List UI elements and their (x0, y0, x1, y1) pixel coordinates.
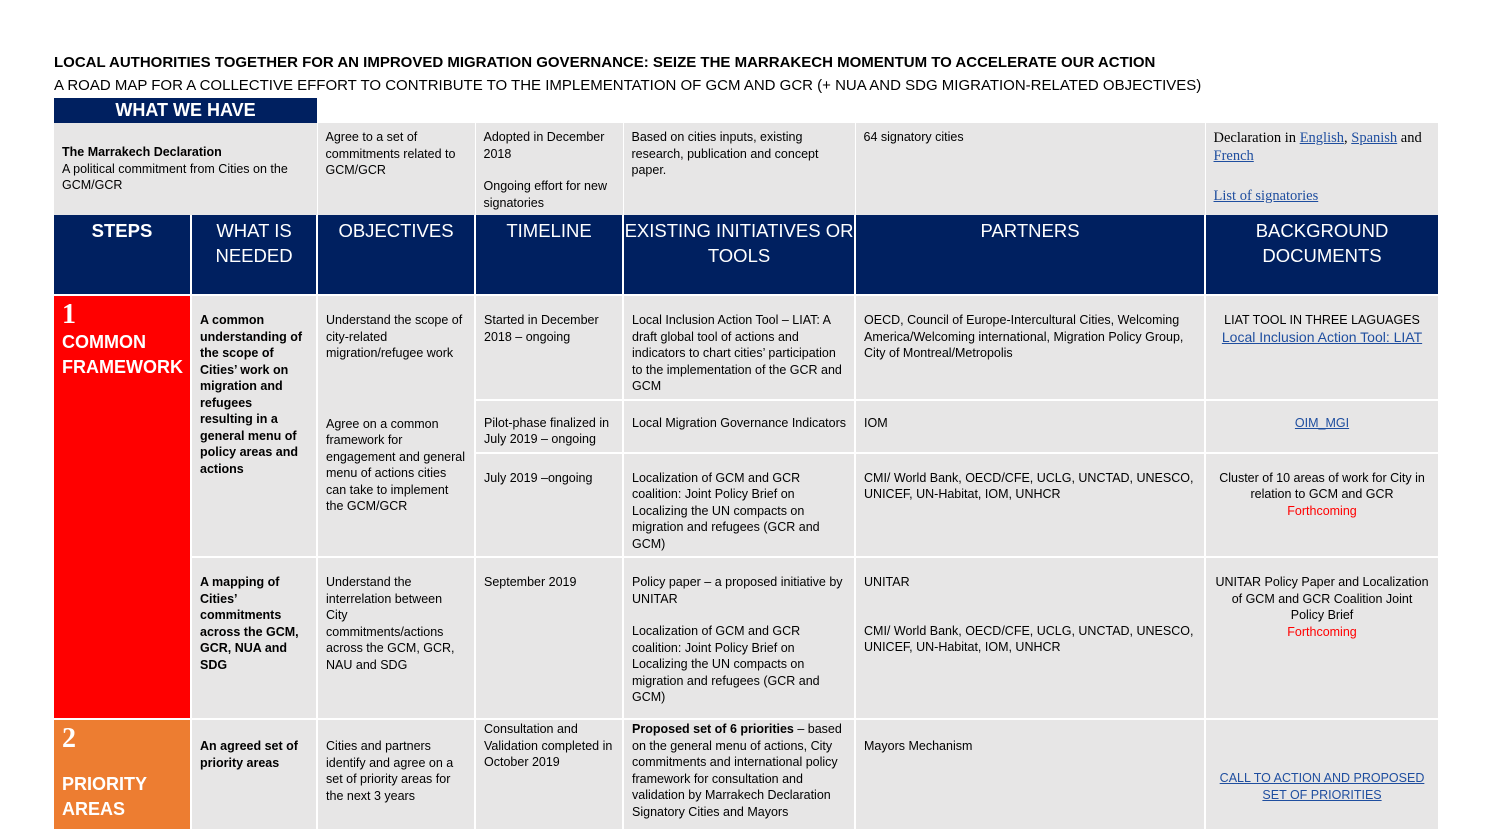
header-tools: EXISTING INITIATIVES OR TOOLS (623, 215, 855, 295)
step2-needed: An agreed set of priority areas (200, 739, 298, 770)
step1-row4-tools-a: Policy paper – a proposed initiative by UNITAR (632, 575, 843, 606)
step1-row1-doc-text: LIAT TOOL IN THREE LAGUAGES (1224, 313, 1420, 327)
what-we-have-banner: WHAT WE HAVE (54, 98, 317, 123)
step1-needed-b: A mapping of Cities’ commitments across the GCM, GCR, NUA and SDG (200, 575, 299, 672)
step2-objective: Cities and partners identify and agree on a set of priority areas for the next 3 years (326, 739, 454, 803)
header-objectives: OBJECTIVES (317, 215, 475, 295)
liat-link[interactable]: Local Inclusion Action Tool: LIAT (1221, 328, 1423, 345)
step1-row4-partners-b: CMI/ World Bank, OECD/CFE, UCLG, UNCTAD, UNESCO, UNICEF, UN-Habitat, IOM, UNHCR (864, 623, 1194, 654)
roadmap-table (54, 98, 1438, 829)
step2-number: 2 (62, 723, 76, 754)
declaration-desc: A political commitment from Cities on the GCM/GCR (62, 161, 288, 193)
step1-row1-timeline: Started in December 2018 – ongoing (484, 313, 599, 344)
step1-row1-partners: OECD, Council of Europe-Intercultural Cities, Welcoming America/Welcoming international, Migration Policy Group, City of Montreal/Metropolis (864, 313, 1184, 360)
header-timeline: TIMELINE (475, 215, 623, 295)
step1-cell (54, 295, 191, 719)
header-row (54, 215, 1438, 295)
document-title: LOCAL AUTHORITIES TOGETHER FOR AN IMPROVED MIGRATION GOVERNANCE: SEIZE THE MARRAKECH MOMENTUM TO ACCELERATE OUR ACTION (54, 54, 1156, 71)
step1-label: COMMON FRAMEWORK (62, 332, 183, 377)
declaration-spanish-link[interactable]: Spanish (1351, 130, 1398, 146)
declaration-partners: 64 signatory cities (863, 130, 964, 144)
declaration-objective: Agree to a set of commitments related to GCM/GCR (325, 130, 456, 177)
declaration-tools: Based on cities inputs, existing research, publication and concept paper. (631, 130, 819, 177)
header-needed: WHAT IS NEEDED (191, 215, 317, 295)
step1-row3-timeline: July 2019 –ongoing (484, 470, 593, 485)
document-subtitle: A ROAD MAP FOR A COLLECTIVE EFFORT TO CONTRIBUTE TO THE IMPLEMENTATION OF GCM AND GCR (+ NUA AND SDG MIGRATION-RELATED OBJECTIVES) (54, 77, 1202, 94)
step2-label: PRIORITY AREAS (62, 774, 147, 819)
signatories-link[interactable]: List of signatories (1213, 188, 1319, 204)
step1-row3-partners: CMI/ World Bank, OECD/CFE, UCLG, UNCTAD, UNESCO, UNICEF, UN-Habitat, IOM, UNHCR (864, 470, 1194, 501)
call-to-action-link[interactable]: CALL TO ACTION AND PROPOSED SET OF PRIORITIES (1219, 771, 1425, 802)
header-partners: PARTNERS (855, 215, 1205, 295)
step1-row3-doc-status: Forthcoming (1287, 503, 1357, 518)
step2-timeline: Consultation and Validation completed in October 2019 (484, 722, 613, 769)
step2-tools-rest: – based on the general menu of actions, City commitments and international policy framework for consultation and validation by Marrakech Declaration Signatory Cities and Mayors (632, 722, 842, 819)
step2-tools-bold: Proposed set of 6 priorities (632, 722, 794, 736)
step1-row4-partners-a: UNITAR (864, 575, 910, 589)
step1-row3-doc-text: Cluster of 10 areas of work for City in relation to GCM and GCR (1219, 470, 1425, 501)
declaration-french-link[interactable]: French (1213, 148, 1254, 164)
step1-needed-a: A common understanding of the scope of Cities’ work on migration and refugees resulting in a general menu of policy areas and actions (200, 313, 303, 476)
step1-row3-tools: Localization of GCM and GCR coalition: Joint Policy Brief on Localizing the UN compacts on migration and refugees (GCR and GCM) (632, 470, 820, 551)
step1-row2-timeline: Pilot-phase finalized in July 2019 – ongoing (484, 415, 610, 446)
declaration-cell (54, 123, 317, 215)
step1-row2-tools: Local Migration Governance Indicators (632, 415, 847, 430)
step1-objective-1: Understand the scope of city-related migration/refugee work (326, 313, 463, 360)
step1-row4-timeline: September 2019 (484, 575, 577, 589)
and-text: and (1400, 130, 1422, 146)
header-steps: STEPS (54, 215, 191, 295)
declaration-timeline-1: Adopted in December 2018 (483, 130, 605, 161)
step1-row4-tools-b: Localization of GCM and GCR coalition: Joint Policy Brief on Localizing the UN compacts on migration and refugees (GCR and GCM) (632, 624, 820, 704)
declaration-name: The Marrakech Declaration (62, 145, 222, 160)
step1-row4-doc-text: UNITAR Policy Paper and Localization of GCM and GCR Coalition Joint Policy Brief (1215, 575, 1429, 622)
oim-mgi-link[interactable]: OIM_MGI (1294, 415, 1350, 430)
step2-cell (54, 719, 191, 829)
step1-row2-partners: IOM (864, 415, 888, 430)
step1-row1-tools: Local Inclusion Action Tool – LIAT: A draft global tool of actions and indicators to chart cities’ participation to the implementation of the GCR and GCM (632, 313, 842, 393)
declaration-row (54, 123, 1438, 215)
header-docs: BACKGROUND DOCUMENTS (1205, 215, 1438, 295)
step1-objective-2: Agree on a common framework for engagement and general menu of actions cities can take to implement the GCM/GCR (326, 416, 466, 513)
step1-number: 1 (62, 299, 76, 330)
declaration-docs-prefix: Declaration in (1213, 130, 1300, 146)
step1-objective-3: Understand the interrelation between City commitments/actions across the GCM, GCR, NAU and SDG (326, 575, 455, 672)
step2-partners: Mayors Mechanism (864, 739, 973, 753)
comma: , (1344, 130, 1348, 146)
step1-row4-doc-status: Forthcoming (1287, 624, 1357, 639)
declaration-english-link[interactable]: English (1299, 130, 1344, 146)
declaration-timeline-2: Ongoing effort for new signatories (483, 179, 607, 210)
step2-tools (624, 720, 854, 824)
